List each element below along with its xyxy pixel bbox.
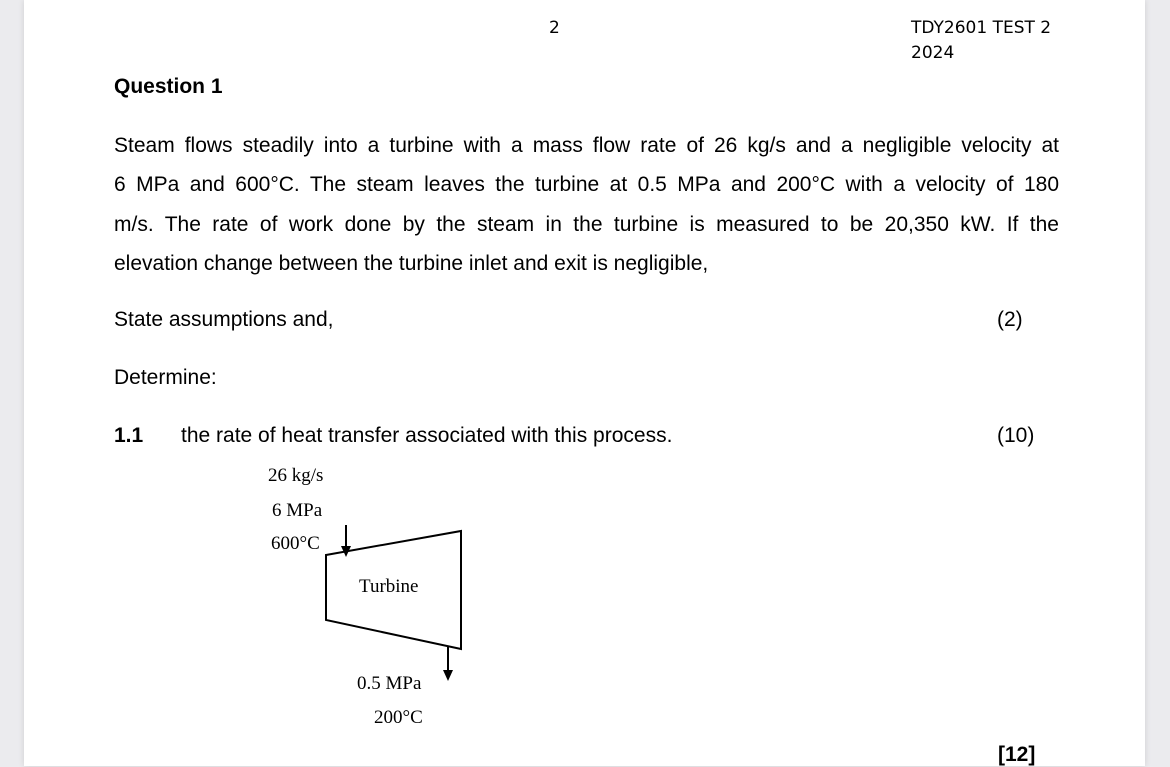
total-marks: [12] (998, 743, 1036, 766)
paragraph-line: elevation change between the turbine inlet and exit is negligible, (114, 251, 709, 275)
outlet-temperature-label: 200°C (374, 707, 423, 728)
page-number: 2 (549, 18, 560, 38)
inlet-pressure-label: 6 MPa (272, 500, 323, 521)
sub-question-marks: (10) (997, 424, 1035, 447)
assumptions-marks: (2) (997, 308, 1023, 331)
inlet-temperature-label: 600°C (271, 533, 320, 554)
question-title: Question 1 (114, 75, 223, 98)
paragraph-line: m/s. The rate of work done by the steam in the turbine is measured to be 20,350 kW. If the (114, 212, 1059, 236)
paragraph-line: 6 MPa and 600°C. The steam leaves the turbine at 0.5 MPa and 200°C with a velocity of 180 (114, 173, 1059, 197)
outlet-pressure-label: 0.5 MPa (357, 673, 422, 694)
paragraph-line: Steam flows steadily into a turbine with a mass flow rate of 26 kg/s and a negligible velocity at (114, 134, 1059, 157)
sub-question-number: 1.1 (114, 424, 144, 447)
assumptions-text: State assumptions and, (114, 308, 334, 331)
outlet-arrow-head (443, 670, 453, 681)
test-year: 2024 (911, 43, 955, 63)
determine-text: Determine: (114, 366, 217, 389)
inlet-flow-label: 26 kg/s (268, 465, 324, 486)
test-code: TDY2601 TEST 2 (911, 18, 1052, 38)
turbine-label: Turbine (359, 576, 419, 597)
sub-question-text: the rate of heat transfer associated with this process. (181, 424, 673, 447)
